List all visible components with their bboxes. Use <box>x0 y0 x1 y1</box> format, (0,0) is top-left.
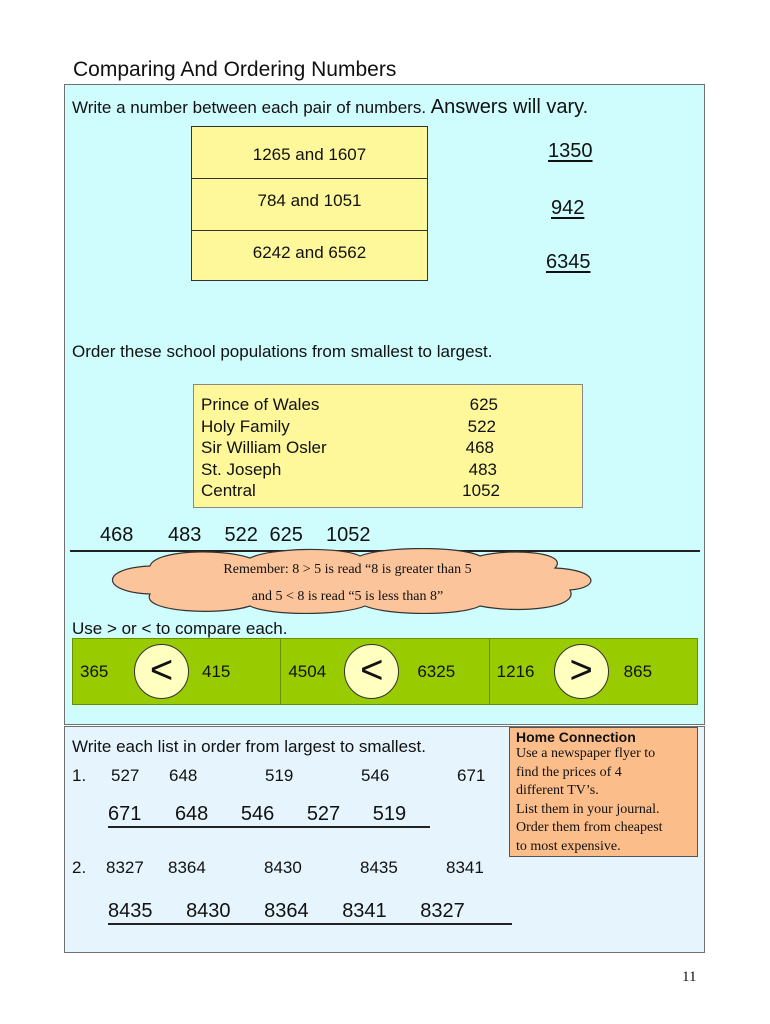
pair-cell: 784 and 1051 <box>192 178 427 230</box>
school-name: Prince of Wales <box>201 395 320 414</box>
home-line: List them in your journal. <box>516 801 660 817</box>
answer-value: 527 <box>306 803 341 825</box>
school-population: 468 <box>465 438 494 457</box>
home-line: to most expensive. <box>516 838 621 854</box>
list-number: 2. <box>72 858 87 877</box>
pair-answer: 1350 <box>548 140 593 162</box>
answer-value: 625 <box>269 524 303 546</box>
home-connection-text <box>516 745 691 856</box>
comparison-symbol[interactable]: < <box>344 644 399 699</box>
left-number: 1216 <box>496 662 535 681</box>
number-pairs-box <box>191 126 428 281</box>
answer-value: 8430 <box>186 900 231 922</box>
comparison-cell <box>73 639 281 704</box>
answer-value: 8364 <box>264 900 309 922</box>
comparison-bar <box>72 638 698 705</box>
answer-value: 1052 <box>325 524 371 546</box>
answer-value: 546 <box>240 803 275 825</box>
right-number: 415 <box>202 662 231 681</box>
answer-value: 519 <box>372 803 407 825</box>
list-item: 8364 <box>168 858 206 877</box>
list-answer <box>108 900 512 925</box>
ordered-populations-answer <box>100 524 370 547</box>
list-item: 546 <box>361 766 390 785</box>
comparison-symbol[interactable]: < <box>134 644 189 699</box>
answer-value: 522 <box>224 524 258 546</box>
answer-value: 483 <box>168 524 202 546</box>
school-name: Holy Family <box>201 416 290 436</box>
left-number: 365 <box>80 662 109 681</box>
home-line: different TV’s. <box>516 783 599 798</box>
list-answer <box>108 803 430 828</box>
answer-value: 8435 <box>108 900 153 922</box>
school-population: 522 <box>467 416 496 436</box>
home-line: Use a newspaper flyer to <box>516 746 656 761</box>
list-item: 8430 <box>264 858 302 877</box>
pair-answer: 942 <box>551 197 585 219</box>
pair-answer: 6345 <box>546 251 591 273</box>
reminder-line-1: Remember: 8 > 5 is read “8 is greater than 5 <box>223 562 472 577</box>
section1-instruction <box>72 96 588 119</box>
list-number: 1. <box>72 766 87 785</box>
school-row <box>201 437 582 459</box>
section4-instruction: Write each list in order from largest to smallest. <box>72 737 426 756</box>
list-item: 8341 <box>446 858 484 877</box>
school-row <box>201 394 582 416</box>
home-line: Order them from cheapest <box>516 820 663 835</box>
section3-instruction: Use > or < to compare each. <box>72 619 288 638</box>
list-item: 671 <box>457 766 486 785</box>
school-population: 625 <box>469 395 498 414</box>
comparison-cell <box>490 639 697 704</box>
school-row <box>201 459 582 481</box>
school-name: St. Joseph <box>201 459 282 479</box>
pair-cell: 1265 and 1607 <box>252 145 367 164</box>
list-item: 527 <box>111 766 140 785</box>
home-connection-title: Home Connection <box>516 729 636 745</box>
school-row <box>201 416 582 438</box>
answer-value: 468 <box>100 524 134 546</box>
list-item: 648 <box>169 766 198 785</box>
comparison-symbol[interactable]: > <box>554 644 609 699</box>
school-populations-box <box>193 384 583 508</box>
right-number: 6325 <box>417 662 456 681</box>
instruction-note: Answers will vary. <box>430 96 589 118</box>
answer-value: 671 <box>108 803 142 825</box>
page-number: 11 <box>682 969 697 985</box>
list-item: 8327 <box>106 858 144 877</box>
section2-instruction: Order these school populations from smallest to largest. <box>72 342 493 361</box>
left-number: 4504 <box>288 662 327 681</box>
list-item: 519 <box>265 766 294 785</box>
answer-value: 8327 <box>420 900 465 922</box>
page-title: Comparing And Ordering Numbers <box>73 58 397 81</box>
school-row <box>201 480 582 502</box>
pair-cell: 6242 and 6562 <box>192 230 427 281</box>
school-name: Central <box>201 481 256 500</box>
school-population: 483 <box>468 459 497 479</box>
reminder-cloud <box>100 548 595 614</box>
answer-value: 648 <box>174 803 209 825</box>
comparison-cell <box>281 639 489 704</box>
home-line: find the prices of 4 <box>516 764 622 780</box>
school-population: 1052 <box>462 481 500 500</box>
list-item: 8435 <box>360 858 398 877</box>
instruction-text: Write a number between each pair of numbers. <box>72 98 427 117</box>
reminder-line-2: and 5 < 8 is read “5 is less than 8” <box>251 589 444 604</box>
home-connection-box <box>509 727 698 857</box>
right-number: 865 <box>623 662 653 681</box>
school-name: Sir William Osler <box>201 438 327 457</box>
answer-value: 8341 <box>342 900 387 922</box>
